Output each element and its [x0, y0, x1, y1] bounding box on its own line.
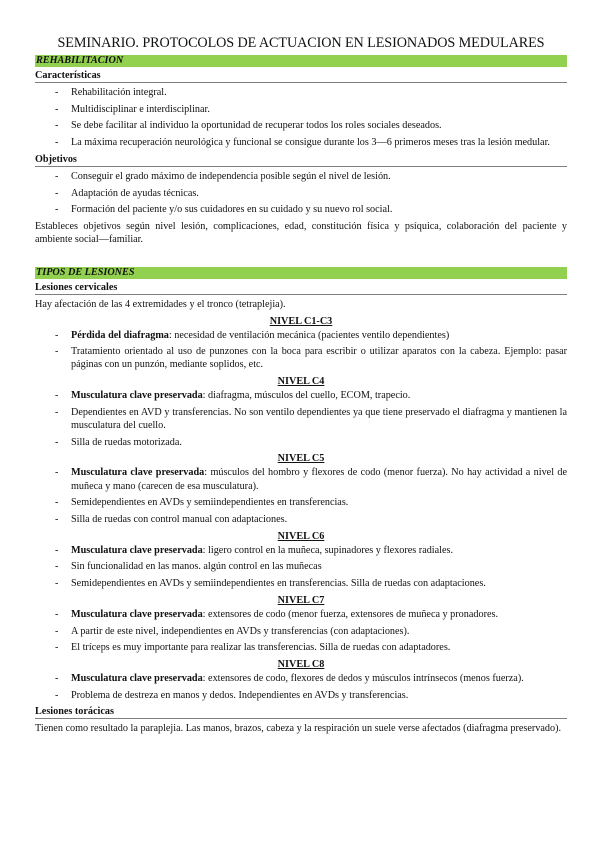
list-item-text: : extensores de codo, flexores de dedos y músculos intrínsecos (menos fuerza).	[202, 672, 524, 684]
bullet-dash: -	[55, 514, 59, 526]
list-c5	[35, 466, 567, 526]
list-item	[35, 406, 567, 432]
bullet-dash: -	[55, 578, 59, 590]
list-item-text: Conseguir el grado máximo de independencia posible según el nivel de lesión.	[71, 170, 391, 182]
bullet-dash: -	[55, 608, 59, 620]
subheading-caracteristicas: Características	[35, 69, 567, 83]
list-c1-c3	[35, 329, 567, 372]
bullet-dash: -	[55, 436, 59, 448]
paragraph-cervicales: Hay afectación de las 4 extremidades y el tronco (tetraplejia).	[35, 299, 286, 311]
bullet-dash: -	[55, 467, 59, 479]
list-item-text: A partir de este nivel, independientes en AVDs y transferencias (con adaptaciones).	[71, 625, 410, 637]
list-objetivos	[35, 170, 567, 217]
paragraph-toracicas: Tienen como resultado la paraplejia. Las manos, brazos, cabeza y la respiración un suele verse afectados (diafragma preservado).	[35, 723, 562, 735]
list-item-text: : músculos del hombro y flexores de codo (menor fuerza). No hay actividad a nivel de muñeca y mano (carecen de esa musculatura).	[71, 467, 567, 492]
list-item-text: Semidependientes en AVDs y semiindependientes en transferencias.	[71, 497, 349, 509]
list-item	[35, 625, 567, 638]
list-item-text: Problema de destreza en manos y dedos. Independientes en AVDs y transferencias.	[71, 689, 409, 701]
bullet-dash: -	[55, 642, 59, 654]
level-heading-c1-c3: NIVEL C1-C3	[269, 315, 333, 327]
list-item-bold: Musculatura clave preservada	[71, 390, 203, 402]
list-c7	[35, 608, 567, 655]
list-item-bold: Pérdida del diafragma	[71, 329, 169, 341]
list-item-text: Silla de ruedas con control manual con adaptaciones.	[71, 514, 288, 526]
section-spacer	[35, 249, 567, 267]
list-item	[35, 203, 567, 216]
list-item-text: Rehabilitación integral.	[71, 87, 167, 98]
list-item-text: La máxima recuperación neurológica y funcional se consigue durante los 3—6 primeros meses tras la lesión medular.	[71, 137, 550, 149]
list-item	[35, 329, 567, 342]
list-c8	[35, 672, 567, 702]
list-item	[35, 86, 567, 99]
list-item-bold: Musculatura clave preservada	[71, 672, 203, 684]
section-band-rehabilitacion: REHABILITACION	[35, 55, 567, 67]
level-heading-c5: NIVEL C5	[277, 453, 325, 465]
level-heading-c7: NIVEL C7	[277, 594, 325, 606]
list-item-text: : diafragma, músculos del cuello, ECOM, trapecio.	[202, 390, 411, 402]
level-heading-c4: NIVEL C4	[277, 376, 325, 388]
list-c4	[35, 389, 567, 449]
list-item-text: Tratamiento orientado al uso de punzones con la boca para escribir o utilizar aparatos con la cabeza. Ejemplo: pasar páginas con un punzón, mediante soplidos, etc.	[71, 346, 567, 371]
bullet-dash: -	[55, 187, 59, 199]
list-item-text: Adaptación de ayudas técnicas.	[71, 187, 199, 199]
bullet-dash: -	[55, 672, 59, 684]
list-item-text: El tríceps es muy importante para realizar las transferencias. Silla de ruedas con adaptadores.	[71, 642, 451, 654]
bullet-dash: -	[55, 390, 59, 402]
list-item	[35, 672, 567, 685]
list-item	[35, 544, 567, 557]
list-item-text: Semidependientes en AVDs y semiindependientes en transferencias. Silla de ruedas con adaptaciones.	[71, 578, 486, 590]
list-item-text: Silla de ruedas motorizada.	[71, 436, 182, 448]
list-item	[35, 345, 567, 371]
list-item-bold: Musculatura clave preservada	[71, 467, 205, 479]
subheading-cervicales: Lesiones cervicales	[35, 281, 567, 295]
list-item-text: Multidisciplinar e interdisciplinar.	[71, 103, 210, 115]
list-item-text: Se debe facilitar al individuo la oportunidad de recuperar todos los roles sociales deseados.	[71, 120, 442, 132]
list-item-text: : necesidad de ventilación mecánica (pacientes ventilo dependientes)	[168, 329, 450, 341]
list-item-text: : extensores de codo (menor fuerza, extensores de muñeca y pronadores.	[202, 608, 498, 620]
bullet-dash: -	[55, 689, 59, 701]
bullet-dash: -	[55, 137, 59, 149]
list-item	[35, 560, 567, 573]
list-item	[35, 466, 567, 492]
subheading-toracicas: Lesiones torácicas	[35, 705, 567, 719]
section-band-tipos: TIPOS DE LESIONES	[35, 267, 567, 279]
list-item	[35, 187, 567, 200]
list-item-text: Formación del paciente y/o sus cuidadores en su cuidado y su nuevo rol social.	[71, 204, 393, 216]
list-item	[35, 170, 567, 183]
list-c6	[35, 544, 567, 591]
list-item	[35, 103, 567, 116]
list-item	[35, 496, 567, 509]
paragraph-objetivos: Estableces objetivos según nivel lesión, complicaciones, edad, constitución física y psíquica, colaboración del paciente y ambiente social—familiar.	[35, 220, 567, 246]
list-item-bold: Musculatura clave preservada	[71, 608, 203, 620]
list-item	[35, 389, 567, 402]
bullet-dash: -	[55, 406, 59, 418]
bullet-dash: -	[55, 346, 59, 358]
list-item-text: Sin funcionalidad en las manos. algún control en las muñecas	[71, 561, 322, 573]
bullet-dash: -	[55, 544, 59, 556]
list-item-text: Dependientes en AVD y transferencias. No son ventilo dependientes ya que tiene preservado el diafragma y mantienen la musculatura del cuello.	[71, 406, 567, 432]
bullet-dash: -	[55, 625, 59, 637]
bullet-dash: -	[55, 329, 59, 341]
bullet-dash: -	[55, 204, 59, 216]
list-item	[35, 136, 567, 149]
bullet-dash: -	[55, 561, 59, 573]
bullet-dash: -	[55, 497, 59, 509]
bullet-dash: -	[55, 170, 59, 182]
list-caracteristicas	[35, 86, 567, 149]
list-item-text: : ligero control en la muñeca, supinadores y flexores radiales.	[202, 544, 454, 556]
document-page	[35, 34, 567, 739]
list-item	[35, 577, 567, 590]
document-title: SEMINARIO. PROTOCOLOS DE ACTUACION EN LESIONADOS MEDULARES	[57, 35, 545, 51]
list-item-bold: Musculatura clave preservada	[71, 544, 203, 556]
bullet-dash: -	[55, 120, 59, 132]
list-item	[35, 119, 567, 132]
subheading-objetivos: Objetivos	[35, 153, 567, 167]
list-item	[35, 436, 567, 449]
bullet-dash: -	[55, 87, 59, 98]
list-item	[35, 608, 567, 621]
level-heading-c6: NIVEL C6	[277, 530, 325, 542]
level-heading-c8: NIVEL C8	[277, 658, 325, 670]
list-item	[35, 513, 567, 526]
list-item	[35, 689, 567, 702]
bullet-dash: -	[55, 103, 59, 115]
list-item	[35, 641, 567, 654]
